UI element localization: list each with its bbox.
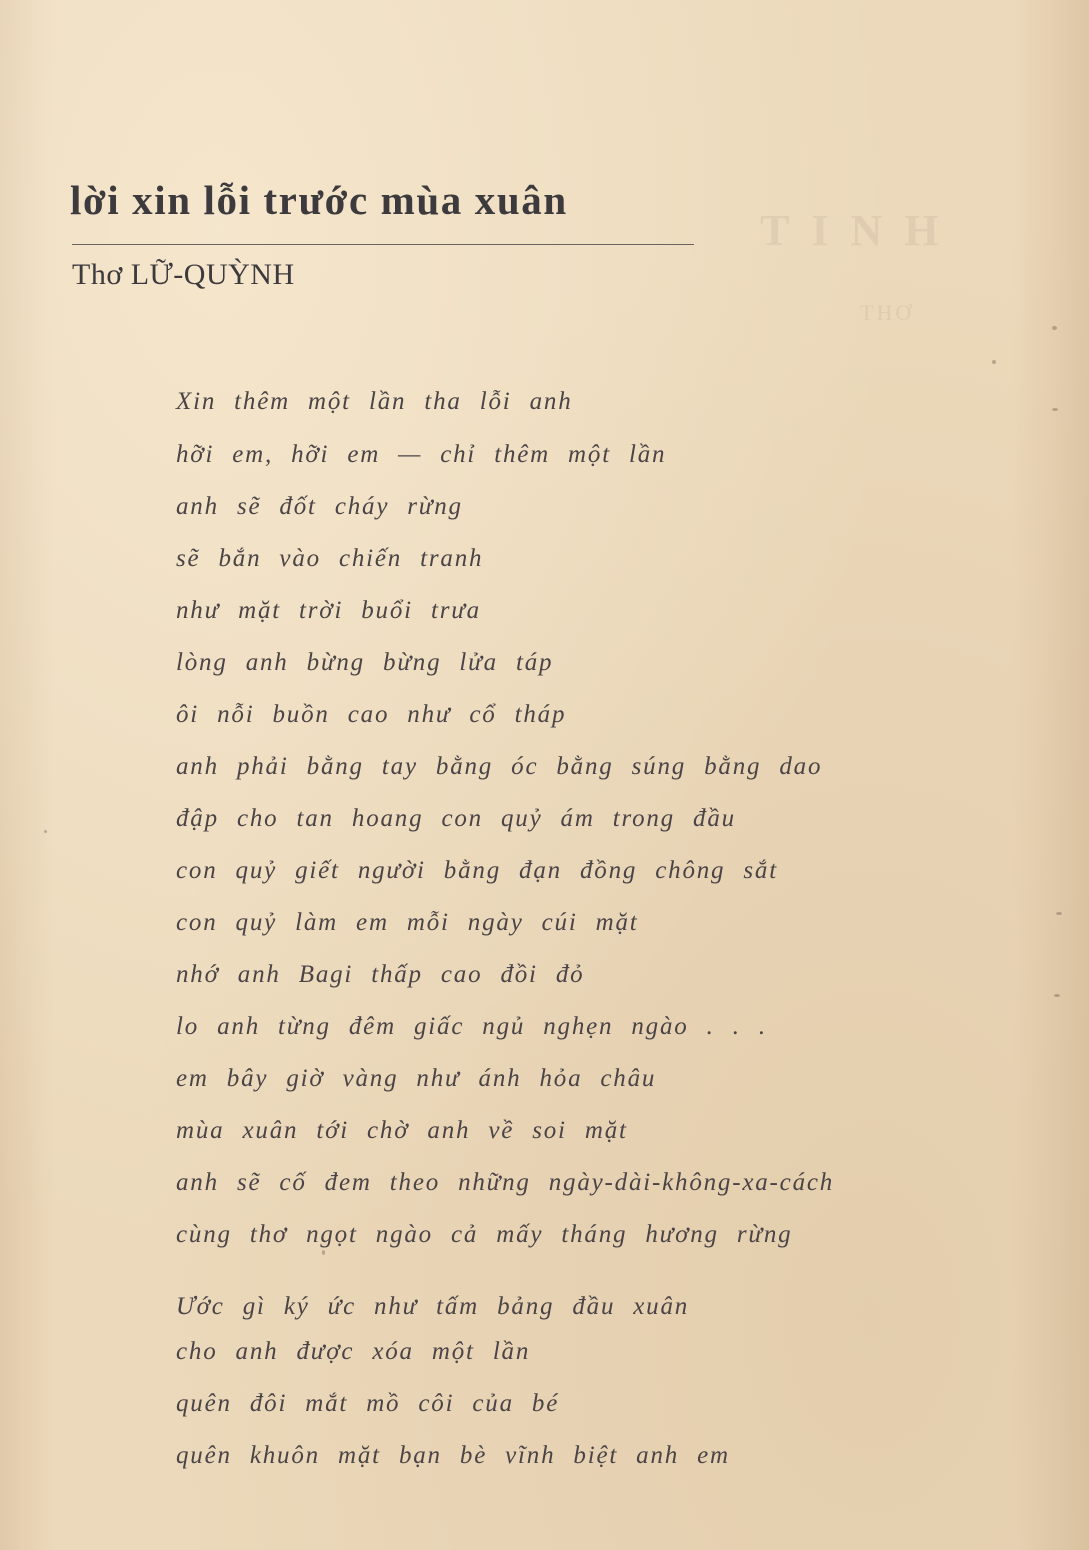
bleed-through-text: THƠ: [860, 300, 915, 325]
poem-line: đập cho tan hoang con quỷ ám trong đầu: [176, 805, 736, 832]
poem-line: hỡi em, hỡi em — chỉ thêm một lần: [176, 441, 667, 468]
paper-speck: [1052, 326, 1057, 330]
poem-line: Xin thêm một lần tha lỗi anh: [176, 388, 573, 415]
poem-line: ôi nỗi buồn cao như cổ tháp: [176, 701, 567, 728]
poem-line: con quỷ làm em mỗi ngày cúi mặt: [176, 909, 639, 936]
paper-speck: [1054, 994, 1060, 997]
poem-line: sẽ bắn vào chiến tranh: [176, 545, 484, 572]
poem-line: quên đôi mắt mồ côi của bé: [176, 1390, 560, 1417]
poem-line: anh sẽ cố đem theo những ngày-dài-không-xa-cách: [176, 1169, 835, 1196]
poem-line: lòng anh bừng bừng lửa táp: [176, 649, 554, 676]
paper-speck: [44, 830, 47, 833]
poem-line: anh phải bằng tay bằng óc bằng súng bằng dao: [176, 753, 823, 780]
poem-line: nhớ anh Bagi thấp cao đồi đỏ: [176, 961, 585, 988]
poem-line: con quỷ giết người bằng đạn đồng chông sắt: [176, 857, 778, 884]
poem-line: Ước gì ký ức như tấm bảng đầu xuân: [176, 1293, 690, 1320]
bleed-through-text: TINH: [760, 206, 961, 255]
poem-line: em bây giờ vàng như ánh hỏa châu: [176, 1065, 657, 1092]
poem-line: quên khuôn mặt bạn bè vĩnh biệt anh em: [176, 1442, 730, 1469]
poem-byline: Thơ LỮ-QUỲNH: [72, 258, 295, 291]
poem-line: như mặt trời buổi trưa: [176, 597, 481, 624]
title-divider: [72, 244, 694, 245]
poem-line: mùa xuân tới chờ anh về soi mặt: [176, 1117, 628, 1144]
paper-speck: [992, 360, 996, 364]
poem-line: lo anh từng đêm giấc ngủ nghẹn ngào . . .: [176, 1013, 767, 1040]
paper-speck: [1056, 912, 1062, 915]
paper-speck: [322, 1250, 325, 1255]
paper-speck: [1052, 408, 1058, 411]
poem-title: lời xin lỗi trước mùa xuân: [70, 177, 568, 223]
poem-line: cùng thơ ngọt ngào cả mấy tháng hương rừng: [176, 1221, 793, 1248]
poem-line: anh sẽ đốt cháy rừng: [176, 493, 463, 520]
poem-line: cho anh được xóa một lần: [176, 1338, 531, 1365]
